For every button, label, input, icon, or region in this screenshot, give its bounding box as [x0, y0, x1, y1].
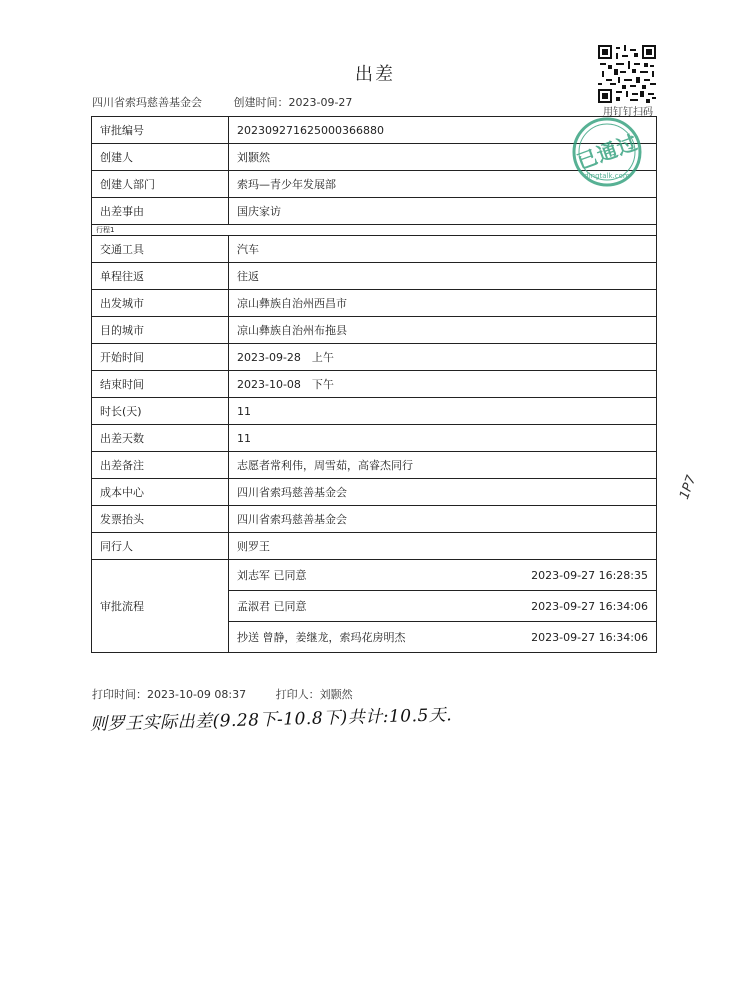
approval-row	[92, 560, 657, 653]
created-time: 2023-09-27	[288, 96, 353, 109]
field-value: 2023-10-08 下午	[229, 371, 657, 398]
approval-step-text: 孟淑君 已同意	[237, 600, 307, 613]
document-title: 出差	[355, 64, 395, 85]
field-label: 出差事由	[92, 198, 229, 225]
field-label: 单程往返	[92, 263, 229, 290]
form-row	[92, 198, 657, 225]
approval-step-time: 2023-09-27 16:28:35	[531, 568, 648, 582]
field-label: 出差备注	[92, 452, 229, 479]
form-row	[92, 344, 657, 371]
printer-label: 打印人：	[275, 688, 320, 701]
print-time: 2023-10-09 08:37	[147, 688, 247, 701]
approval-step-text: 抄送 曾静，姜继龙，索玛花房明杰	[237, 631, 406, 644]
field-value: 志愿者常利伟，周雪茹，高睿杰同行	[229, 452, 657, 479]
form-row	[92, 479, 657, 506]
handwritten-note: 则罗王实际出差(9.28下-10.8下)共计:10.5天.	[89, 705, 453, 735]
organization-name: 四川省索玛慈善基金会	[92, 96, 202, 109]
field-label: 结束时间	[92, 371, 229, 398]
field-value: 2023-09-28 上午	[229, 344, 657, 371]
field-value: 汽车	[229, 236, 657, 263]
field-label: 出发城市	[92, 290, 229, 317]
field-label: 成本中心	[92, 479, 229, 506]
itinerary-section-row	[92, 225, 657, 236]
approval-step-time: 2023-09-27 16:34:06	[531, 599, 648, 613]
stamp-text: 已通过	[573, 129, 642, 174]
field-value: 刘颢然	[229, 144, 657, 171]
field-value: 索玛—青少年发展部	[229, 171, 657, 198]
approved-stamp	[566, 116, 648, 188]
field-label: 创建人	[92, 144, 229, 171]
form-row	[92, 398, 657, 425]
field-value: 四川省索玛慈善基金会	[229, 479, 657, 506]
itinerary-section-label: 行程1	[92, 225, 657, 236]
form-row	[92, 506, 657, 533]
field-value: 国庆家访	[229, 198, 657, 225]
field-label: 目的城市	[92, 317, 229, 344]
travel-form-table	[91, 116, 657, 653]
stamp-subtext: dingtalk.com	[584, 172, 630, 180]
approval-label: 审批流程	[92, 560, 229, 653]
margin-note: 1P7	[676, 473, 700, 502]
approval-step	[229, 591, 656, 622]
approval-step	[229, 560, 656, 591]
field-label: 时长(天)	[92, 398, 229, 425]
qr-scan-label: 用钉钉扫码	[603, 107, 653, 118]
field-label: 开始时间	[92, 344, 229, 371]
print-time-label: 打印时间：	[92, 688, 147, 701]
field-value: 11	[229, 398, 657, 425]
approval-steps	[229, 560, 657, 653]
approval-step-text: 刘志军 已同意	[237, 569, 307, 582]
form-row	[92, 533, 657, 560]
qr-code-icon	[598, 45, 656, 103]
field-value: 则罗王	[229, 533, 657, 560]
document-meta	[92, 94, 352, 110]
field-label: 交通工具	[92, 236, 229, 263]
created-label: 创建时间：	[233, 96, 289, 109]
approval-step	[229, 622, 656, 652]
field-label: 审批编号	[92, 117, 229, 144]
form-row	[92, 236, 657, 263]
print-footer	[92, 686, 353, 702]
field-value: 四川省索玛慈善基金会	[229, 506, 657, 533]
form-row	[92, 263, 657, 290]
field-value: 凉山彝族自治州布拖县	[229, 317, 657, 344]
field-label: 发票抬头	[92, 506, 229, 533]
form-row	[92, 425, 657, 452]
approval-step-time: 2023-09-27 16:34:06	[531, 630, 648, 644]
field-value: 202309271625000366880	[229, 117, 657, 144]
field-value: 凉山彝族自治州西昌市	[229, 290, 657, 317]
form-row	[92, 317, 657, 344]
field-value: 往返	[229, 263, 657, 290]
form-row	[92, 452, 657, 479]
printer-name: 刘颢然	[319, 688, 353, 701]
form-row	[92, 371, 657, 398]
field-value: 11	[229, 425, 657, 452]
field-label: 出差天数	[92, 425, 229, 452]
form-row	[92, 290, 657, 317]
field-label: 同行人	[92, 533, 229, 560]
field-label: 创建人部门	[92, 171, 229, 198]
